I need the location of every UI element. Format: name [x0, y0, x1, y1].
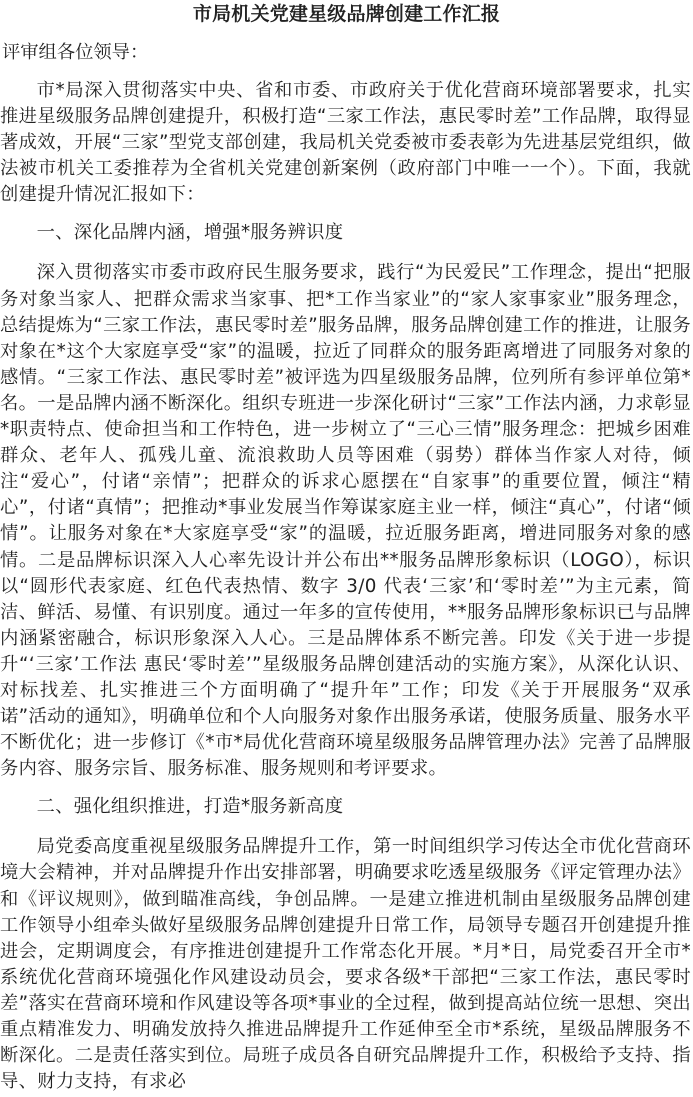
document-title: 市局机关党建星级品牌创建工作汇报 [192, 3, 501, 25]
section-2-paragraph: 局党委高度重视星级服务品牌提升工作，第一时间组织学习传达全市优化营商环境大会精神，并对品牌提升作出安排部署，明确要求吃透星级服务《评定管理办法》和《评议规则》，做到瞄准高线，争创品牌。一是建立推进机制由星级服务品牌创建工作领导小组牵头做好星级服务品牌创建提升日常工作，局领导专题召开创建提升推进会，定期调度会，有序推进创建提升工作常态化开展。*月*日，局党委召开全市*系统优化营商环境强化作风建设动员会，要求各级*干部把“三家工作法，惠民零时差”落实在营商环境和作风建设等各项*事业的全过程，做到提高站位统一思想、突出重点精准发力、明确发放持久推进品牌提升工作延伸至全市*系统，星级品牌服务不断深化。二是责任落实到位。局班子成员各自研究品牌提升工作，积极给予支持、指导、财力支持，有求必 [0, 836, 691, 1093]
section-1-heading: 一、深化品牌内涵，增强*服务辨识度 [36, 222, 344, 244]
section-1-paragraph: 深入贯彻落实市委市政府民生服务要求，践行“为民爱民”工作理念，提出“把服务对象当家人、把群众需求当家事、把*工作当家业”的“家人家事家业”服务理念，总结提炼为“三家工作法，惠民零时差”服务品牌，服务品牌创建工作的推进，让服务对象在*这个大家庭享受“家”的温暖，拉近了同群众的服务距离增进了同服务对象的感情。“三家工作法、惠民零时差”被评选为四星级服务品牌，位列所有参评单位第*名。一是品牌内涵不断深化。组织专班进一步深化研讨“三家”工作法内涵，力求彰显*职责特点、使命担当和工作特色，进一步树立了“三心三情”服务理念：把城乡困难群众、老年人、孤残儿童、流浪救助人员等困难（弱势）群体当作家人对待，倾注“爱心”，付诸“亲情”；把群众的诉求心愿摆在“自家事”的重要位置，倾注“精心”，付诸“真情”；把推动*事业发展当作筹谋家庭主业一样，倾注“真心”，付诸“倾情”。让服务对象在*大家庭享受“家”的温暖，拉近服务距离，增进同服务对象的感情。二是品牌标识深入人心率先设计并公布出**服务品牌形象标识（LOGO），标识以“圆形代表家庭、红色代表热情、数字 3/0 代表‘三家’和‘零时差’”为主元素，简洁、鲜活、易懂、有识别度。通过一年多的宣传使用，**服务品牌形象标识已与品牌内涵紧密融合，标识形象深入人心。三是品牌体系不断完善。印发《关于进一步提升“‘三家’工作法 惠民‘零时差’”星级服务品牌创建活动的实施方案》，从深化认识、对标找差、扎实推进三个方面明确了“提升年”工作；印发《关于开展服务“双承诺”活动的通知》，明确单位和个人向服务对象作出服务承诺，使服务质量、服务水平不断优化；进一步修订《*市*局优化营商环境星级服务品牌管理办法》完善了品牌服务内容、服务宗旨、服务标准、服务规则和考评要求。 [0, 262, 691, 780]
salutation: 评审组各位领导： [2, 42, 149, 63]
section-2-heading: 二、强化组织推进，打造*服务新高度 [36, 796, 344, 818]
intro-paragraph: 市*局深入贯彻落实中央、省和市委、市政府关于优化营商环境部署要求，扎实推进星级服务品牌创建提升，积极打造“三家工作法，惠民零时差”工作品牌，取得显著成效，开展“三家”型党支部创建，我局机关党委被市委表彰为先进基层党组织，做法被市机关工委推荐为全省机关党建创新案例（政府部门中唯一一个）。下面，我就创建提升情况汇报如下： [0, 80, 691, 206]
